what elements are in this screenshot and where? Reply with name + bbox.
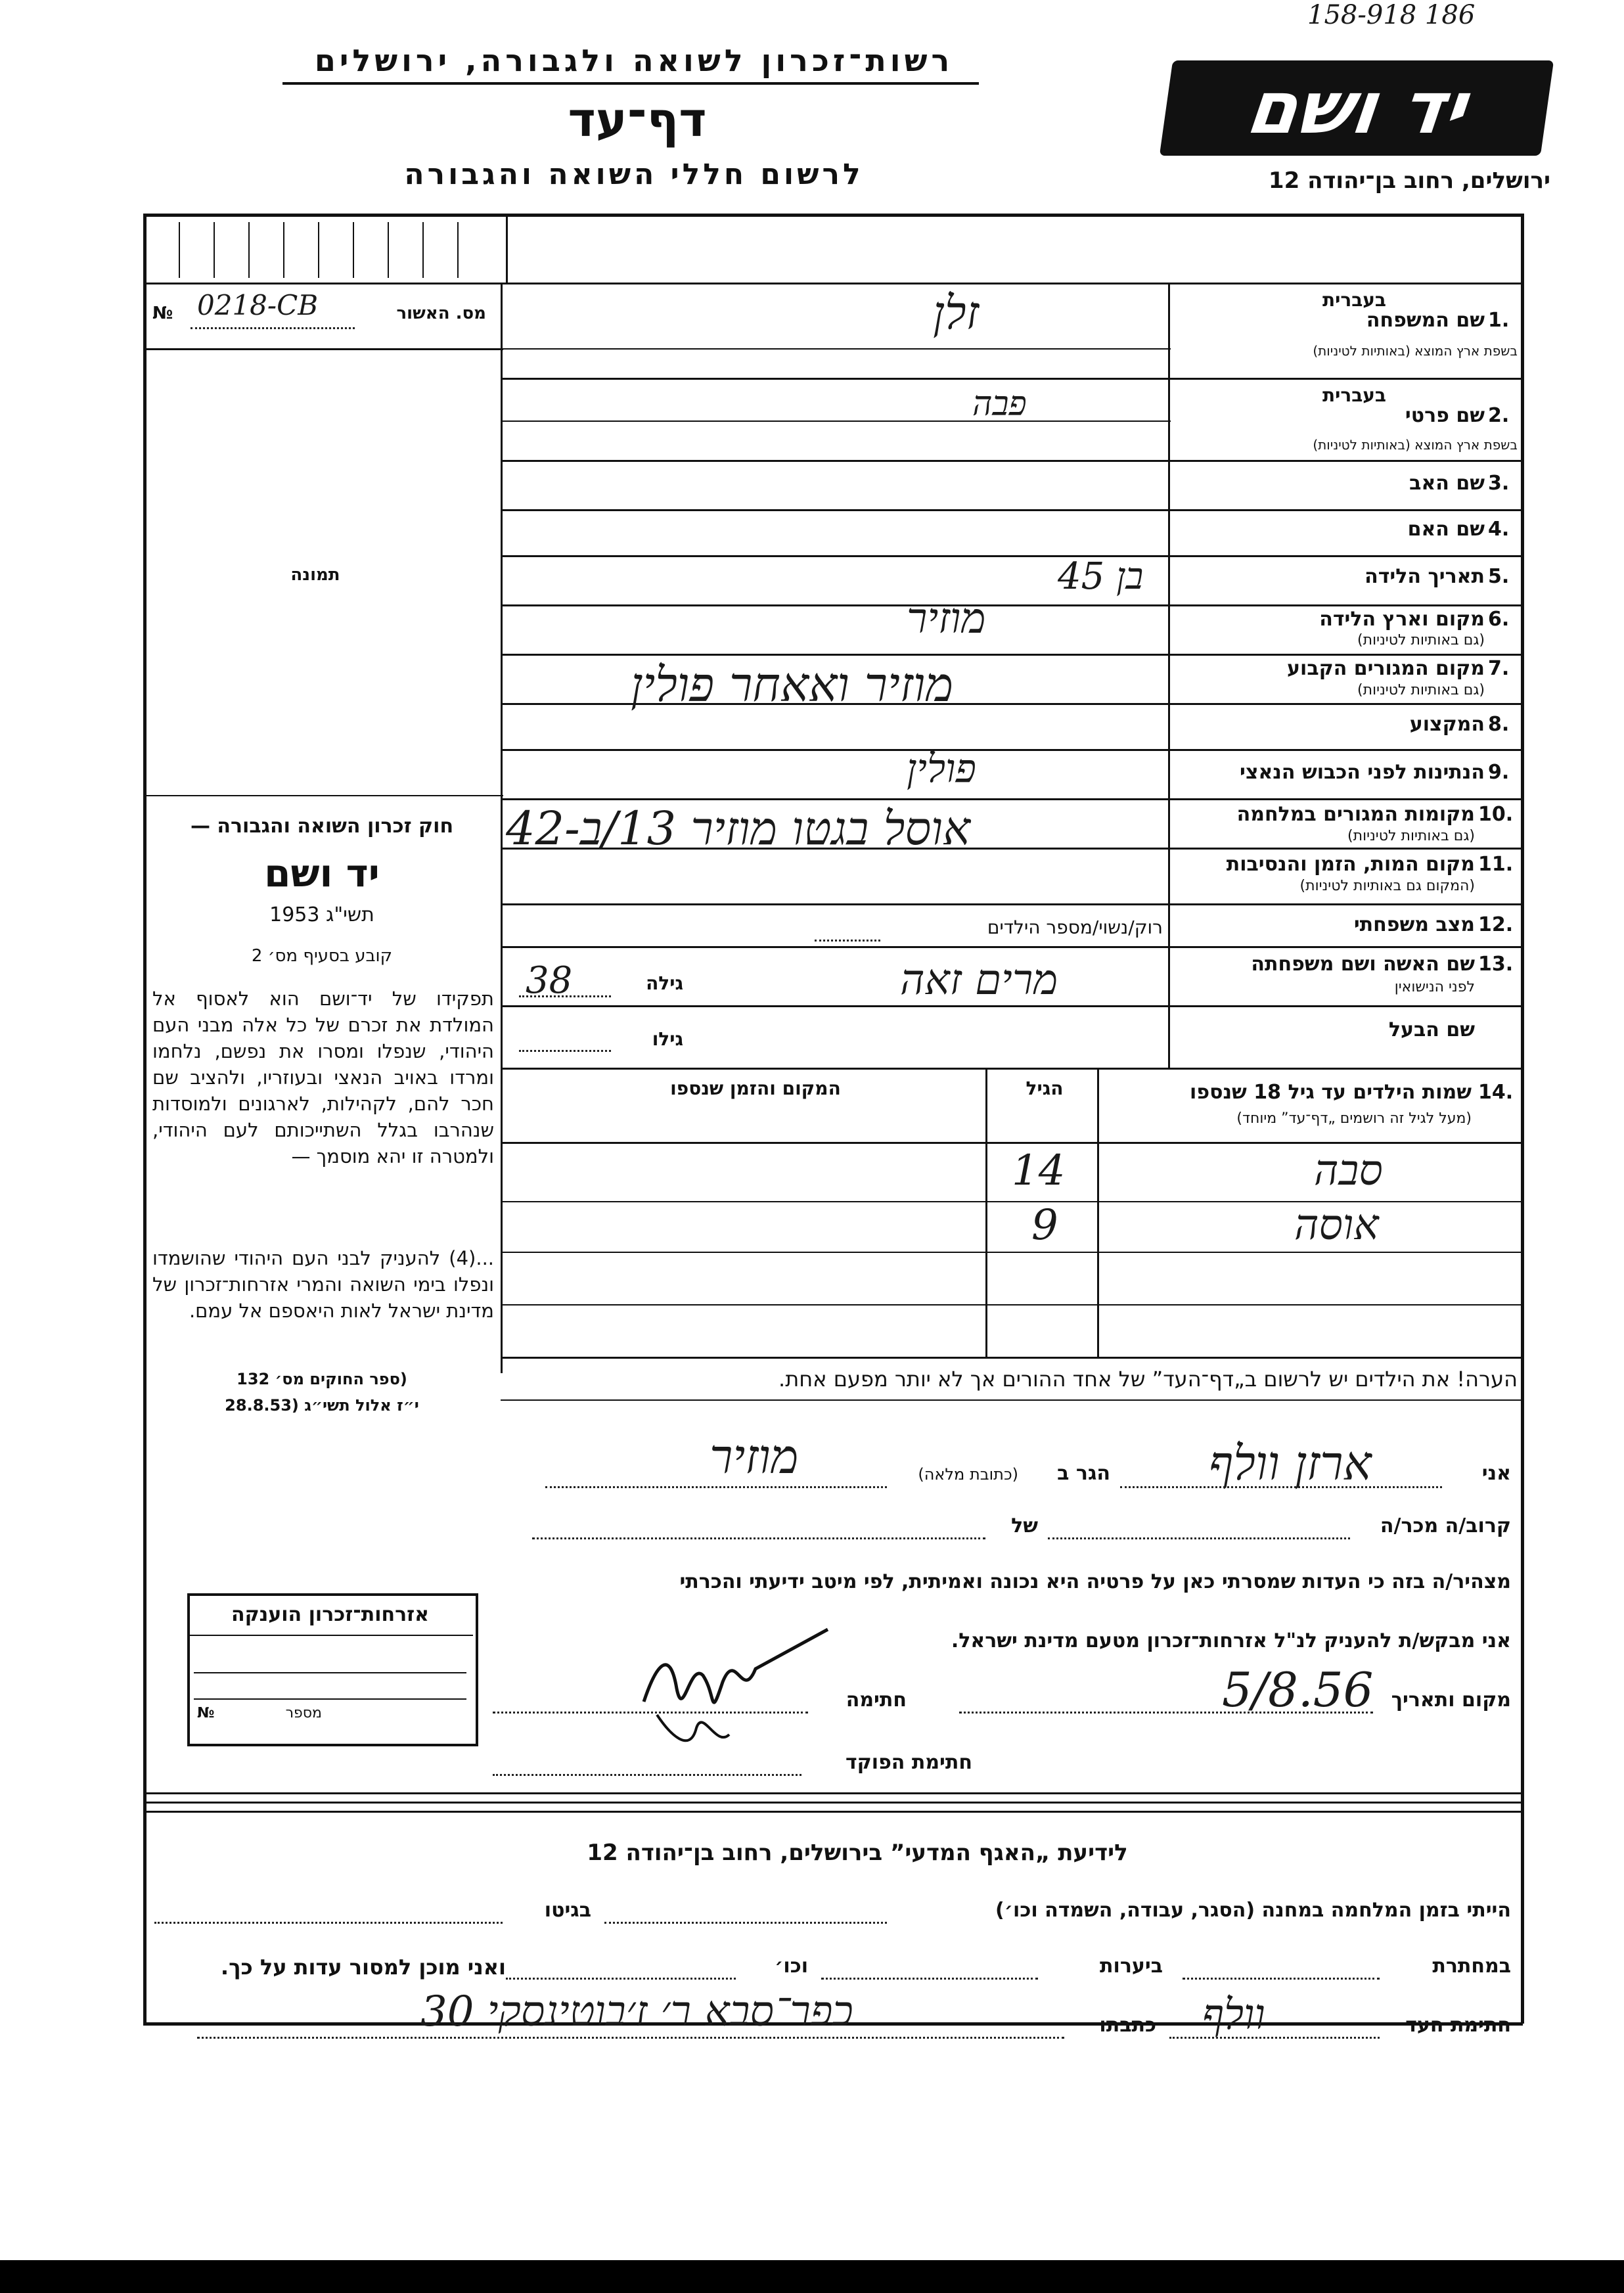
code-cell xyxy=(388,222,389,278)
decl-of-dotline xyxy=(532,1537,985,1539)
decl-resides-label: הגר ב xyxy=(1057,1462,1110,1485)
row-line xyxy=(501,654,1522,656)
law-name: יד ושם xyxy=(264,851,380,896)
row-line xyxy=(501,798,1522,800)
logo-text: יד ושם xyxy=(1242,66,1472,150)
code-cell xyxy=(353,222,354,278)
field-9-label: הנתינות לפני הכבוש הנאצי xyxy=(1240,761,1485,784)
law-paragraph-2: ...(4) להעניק לבני העם היהודי שהושמדו ונפלו בימי השואה והמרי אזרחות־זכרון של מדינת ישראל לאות היאספם אל עמם. xyxy=(152,1247,494,1322)
decl-place-date-label: מקום ותאריך xyxy=(1391,1689,1511,1712)
declarant-address: מוזיר xyxy=(710,1429,799,1484)
children-place-header: המקום והזמן שנספו xyxy=(670,1078,841,1099)
wife-age-value: 38 xyxy=(526,959,573,1002)
field-3-label: שם האב xyxy=(1409,472,1485,495)
surname-value: זלן xyxy=(933,286,980,340)
husband-age-label: גילו xyxy=(652,1028,683,1050)
field-6-label: מקום וארץ הלידה xyxy=(1319,608,1485,631)
stamp-number-label: מספר xyxy=(285,1705,322,1721)
code-cell xyxy=(248,222,250,278)
research-etc: וכו׳ xyxy=(775,1955,808,1978)
research-separator-1 xyxy=(143,1792,1523,1794)
research-underground-dotline xyxy=(1183,1978,1380,1980)
child-1-name: סבה xyxy=(1314,1146,1383,1195)
frame-right xyxy=(1521,214,1524,2024)
children-header-bottom xyxy=(501,1142,1522,1144)
husband-age-dotline xyxy=(519,1050,611,1052)
children-age-header: הגיל xyxy=(1026,1078,1064,1099)
stamp-title: אזרחות־זכרון הוענקה xyxy=(231,1603,430,1626)
child-2-name: אוסה xyxy=(1294,1201,1379,1250)
child-1-age: 14 xyxy=(1012,1146,1066,1195)
field-11-label: מקום המות, הזמן והנסיבות xyxy=(1226,853,1475,876)
row-line xyxy=(501,946,1522,948)
decl-place-date-value: 5/8.56 xyxy=(1222,1662,1374,1717)
archive-number: 158-918 186 xyxy=(1307,0,1476,30)
form-title: דף־עד xyxy=(568,92,707,147)
decl-statement-1: מצהיר/ה בזה כי העדות שמסרתי כאן על פרטיה היא נכונה ואמיתית, לפי מיטב ידיעתי והכרתי xyxy=(679,1570,1511,1593)
field-9-num: 9. xyxy=(1488,761,1510,784)
approval-prefix: № xyxy=(152,304,173,323)
row-line xyxy=(501,348,1171,350)
research-heading: לידיעת „האגף המדעי” בירושלים, רחוב בן־יהודה 12 xyxy=(587,1840,1128,1866)
stamp-prefix: № xyxy=(197,1705,215,1721)
field-5-label: תאריך הלידה xyxy=(1365,565,1485,588)
research-witness-label: חתימת העד xyxy=(1405,2014,1511,2037)
children-count-dotline xyxy=(815,940,880,942)
approval-row-bottom xyxy=(143,348,503,350)
field-6-sub: (גם באותיות לטיניות) xyxy=(1357,632,1485,648)
row-line xyxy=(501,604,1522,606)
research-witness-value: וולף xyxy=(1202,1991,1265,2039)
field-4-label: שם האם xyxy=(1407,518,1485,541)
children-row-line xyxy=(501,1304,1522,1305)
approval-number: 0218-CB xyxy=(197,289,319,321)
row-line xyxy=(501,460,1522,462)
code-cell xyxy=(422,222,424,278)
field-13-sub: לפני הנישואין xyxy=(1394,979,1475,995)
code-cell xyxy=(214,222,215,278)
law-top-line xyxy=(143,795,503,796)
row-line xyxy=(501,1005,1522,1007)
wartime-residence-value: אוסל בגטו מוזיר 13/ב-42 xyxy=(506,802,971,855)
research-ghetto-label: בגיטו xyxy=(544,1899,591,1922)
birth-place-value: מוזיר xyxy=(907,595,986,643)
research-address-value: כפר־סבא ר׳ ז׳בוטינסקי 30 xyxy=(420,1987,853,2036)
row-line xyxy=(501,749,1522,751)
approval-dotline xyxy=(191,327,355,329)
children-sub: (מעל לגיל זה רושמים „דף־עד” מיוחד) xyxy=(1236,1110,1472,1127)
law-ref-1: (ספר החוקים מס׳ 132 xyxy=(237,1370,407,1388)
children-note: הערה! את הילדים יש לרשום ב„דף־העד” של אחד ההורים אך לא יותר מפעם אחת. xyxy=(778,1367,1518,1392)
field-4-num: 4. xyxy=(1488,518,1510,541)
wife-age-label: גילה xyxy=(646,972,683,994)
children-label: שמות הילדים עד גיל 18 שנספו xyxy=(1190,1081,1472,1104)
frame-top xyxy=(143,214,1523,217)
law-title: חוק זכרון השואה והגבורה — xyxy=(190,815,454,838)
decl-of-label: של xyxy=(1011,1514,1038,1537)
labels-column-divider xyxy=(1168,283,1170,1068)
children-row-line xyxy=(501,1252,1522,1253)
field-1-label: שם המשפחה xyxy=(1366,309,1485,332)
research-camp-dotline xyxy=(604,1922,887,1924)
code-cell xyxy=(179,222,180,278)
stamp-line xyxy=(194,1698,466,1700)
row-line xyxy=(501,903,1522,905)
row-line xyxy=(501,555,1522,557)
law-paragraph-1: תפקידו של יד־ושם הוא לאסוף אל המולדת את זכרם של כל אלה מבני העם היהודי, שנפלו ומסרו את נפשם, נלחמו ומרדו באויב הנאצי ובעוזריו, ולהציב שם חכר להם, לקהילות, לארגונים ולמוסדות שנהרבו בגלל השתייכותם לעם היהודי, ולמטרה זו יהא מוסמך — xyxy=(152,988,494,1168)
research-forests: ביערות xyxy=(1100,1955,1163,1978)
field-7-label: מקום המגורים הקבוע xyxy=(1287,657,1485,680)
field-8-num: 8. xyxy=(1488,713,1510,736)
research-address-label: כתבתו xyxy=(1099,2014,1156,2037)
field-11-num: 11. xyxy=(1478,853,1514,876)
photo-label: תמונה xyxy=(290,565,340,585)
code-cell xyxy=(318,222,319,278)
decl-i-label: אני xyxy=(1481,1462,1511,1485)
nationality-value: פולין xyxy=(907,746,976,792)
decl-relative-label: קרוב/ה מכר/ה xyxy=(1380,1514,1511,1537)
marital-status-line: רוק/נשוי/מספר הילדים xyxy=(987,917,1163,938)
research-underground: במחתרת xyxy=(1432,1955,1511,1978)
decl-address-dotline xyxy=(545,1486,887,1488)
field-10-label: מקומות המגורים במלחמה xyxy=(1236,803,1475,826)
field-12-label: מצב משפחתי xyxy=(1353,913,1475,936)
field-11-sub: (המקום גם באותיות לטיניות) xyxy=(1299,878,1475,894)
decl-address-hint: (כתובת מלאה) xyxy=(918,1465,1018,1484)
code-cell xyxy=(457,222,459,278)
field-8-label: המקצוע xyxy=(1409,713,1485,736)
field-husband-label: שם הבעל xyxy=(1388,1018,1475,1041)
research-separator-3 xyxy=(143,1811,1523,1813)
field-12-num: 12. xyxy=(1478,913,1514,936)
form-subtitle: לרשום חללי השואה והגבורה xyxy=(404,158,864,191)
field-1-num: 1. xyxy=(1488,309,1510,332)
stamp-line xyxy=(194,1672,466,1673)
authority-heading: רשות־זכרון לשואה ולגבורה, ירושלים xyxy=(314,43,954,78)
decl-officer-dotline xyxy=(493,1774,801,1776)
field-5-num: 5. xyxy=(1488,565,1510,588)
scan-bottom-edge xyxy=(0,2260,1624,2293)
field-2-label: שם פרטי xyxy=(1405,404,1485,427)
approval-label: מס. האשור xyxy=(396,304,486,323)
authority-underline xyxy=(282,82,979,85)
field-13-label: שם האשה ושם משפחתה xyxy=(1251,953,1475,976)
row-line xyxy=(501,509,1522,511)
field-6-num: 6. xyxy=(1488,608,1510,631)
field-1-heb: בעברית xyxy=(1322,289,1386,311)
row-line xyxy=(501,1068,1522,1070)
field-7-num: 7. xyxy=(1488,657,1510,680)
row-line xyxy=(501,378,1522,380)
stamp-title-line xyxy=(189,1635,473,1636)
field-1-sub: בשפת ארץ המוצא (באותיות לטיניות) xyxy=(1313,343,1518,359)
declarant-name: ארזן וולף xyxy=(1209,1436,1372,1491)
left-column-divider xyxy=(501,283,503,1373)
children-age-col-right xyxy=(1097,1068,1099,1357)
research-ghetto-dotline xyxy=(154,1922,503,1924)
law-clause: קובע בסעיף מס׳ 2 xyxy=(251,946,393,966)
birth-date-value: בן 45 xyxy=(1058,555,1144,598)
field-2-num: 2. xyxy=(1488,404,1510,427)
address: ירושלים, רחוב בן־יהודה 12 xyxy=(1268,168,1550,194)
decl-statement-2: אני מבקש/ת להעניק לנ"ל אזרחות־זכרון מטעם מדינת ישראל. xyxy=(951,1629,1511,1652)
wife-name-value: מרים זאה xyxy=(900,956,1058,1005)
code-cell xyxy=(283,222,284,278)
code-row-bottom xyxy=(143,283,1523,284)
research-address-dotline xyxy=(197,2037,1064,2039)
note-underline xyxy=(501,1399,1522,1401)
code-cell-divider xyxy=(506,217,508,283)
child-2-age: 9 xyxy=(1031,1201,1058,1250)
field-10-sub: (גם באותיות לטיניות) xyxy=(1347,828,1475,844)
research-witness-dotline xyxy=(1169,2037,1380,2039)
research-forests-dotline xyxy=(821,1978,1038,1980)
children-num: 14. xyxy=(1478,1081,1514,1104)
research-separator-2 xyxy=(143,1802,1523,1804)
field-2-heb: בעברית xyxy=(1322,384,1386,406)
law-ref-2: י״ז אלול תשי״ג (28.8.53 xyxy=(225,1396,419,1415)
field-3-num: 3. xyxy=(1488,472,1510,495)
law-year: תשי"ג 1953 xyxy=(269,903,374,926)
row-line xyxy=(501,420,1171,422)
residence-value: מוזיר ואאחר פולין xyxy=(631,657,954,712)
field-13-num: 13. xyxy=(1478,953,1514,976)
children-age-col-left xyxy=(985,1068,987,1357)
research-line-1: הייתי בזמן המלחמה במחנה (הסגר, עבודה, השמדה וכו׳) xyxy=(995,1899,1511,1922)
yad-vashem-logo xyxy=(1160,60,1554,156)
frame-left xyxy=(143,217,147,2024)
decl-officer-label: חתימת הפוקד xyxy=(846,1751,972,1774)
research-willing: ואני מוכן למסור עדות על כך. xyxy=(220,1955,506,1980)
field-10-num: 10. xyxy=(1478,803,1514,826)
field-7-sub: (גם באותיות לטיניות) xyxy=(1357,682,1485,698)
declarant-signature xyxy=(631,1623,841,1767)
research-etc-dotline xyxy=(506,1978,736,1980)
field-2-sub: בשפת ארץ המוצא (באותיות לטיניות) xyxy=(1313,437,1518,453)
first-name-value: פבה xyxy=(972,384,1027,424)
decl-relative-dotline xyxy=(1048,1537,1350,1539)
children-section-bottom xyxy=(501,1357,1522,1359)
decl-signature-label: חתימה xyxy=(846,1689,907,1712)
